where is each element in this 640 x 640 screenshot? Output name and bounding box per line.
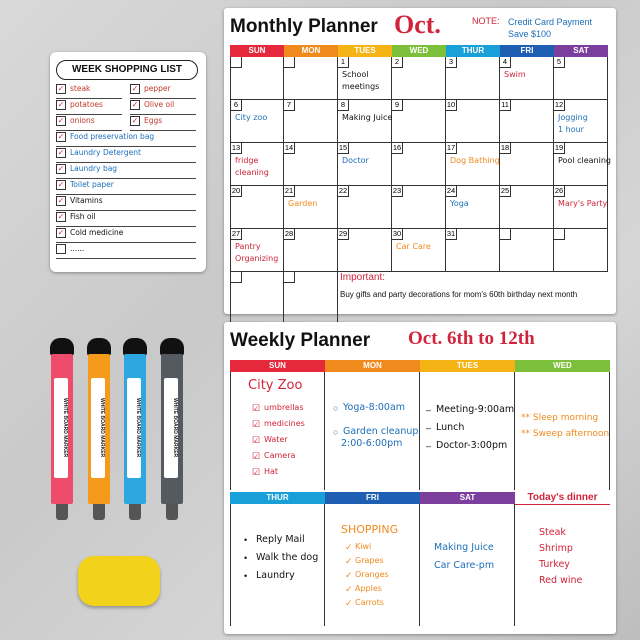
planner-entry: Oranges [355,570,389,579]
planner-entry: Apples [355,584,382,593]
planner-entry: ** Sleep morning [521,413,599,423]
marker-label: WHITE BOARD MARKER [135,398,141,458]
day-number: 11 [500,100,511,111]
calendar-event: Mary's Party [558,199,608,208]
day-number: 19 [554,143,564,152]
whiteboard-marker[interactable] [123,338,147,530]
shopping-list-item [130,114,196,131]
bullet-icon: • [244,535,248,545]
calendar-cell [554,100,608,143]
calendar-event: Doctor [342,156,369,165]
important-text: Buy gifts and party decorations for mom's 60th birthday next month [340,290,578,299]
bullet-icon: ✓ [345,556,353,566]
bullet-icon: ☑ [252,419,261,429]
calendar-cell [338,57,392,100]
day-header: FRI [500,45,554,57]
day-number: 1 [338,57,349,68]
marker-tip [129,504,141,520]
planner-entry: Shrimp [539,543,573,554]
week-range: Oct. 6th to 12th [408,328,535,349]
planner-entry: Water [264,435,288,444]
eraser [78,556,160,606]
day-number: 2 [392,57,403,68]
weekly-title: Weekly Planner [230,330,371,351]
marker-label: WHITE BOARD MARKER [172,398,178,458]
shopping-list-item-label: Vitamins [70,196,103,205]
calendar-cell [500,186,554,229]
checkbox-icon: ✓ [57,132,65,141]
weekly-planner [224,322,616,634]
checkbox-icon: ✓ [57,212,65,221]
whiteboard-marker[interactable] [50,338,74,530]
day-number: 8 [338,100,349,111]
calendar-event: Car Care [396,242,431,251]
calendar-event: Jogging [558,113,588,122]
day-number: 4 [500,57,511,68]
day-number: 26 [554,186,564,195]
dinner-header: Today's dinner [515,492,610,505]
day-number: 21 [284,186,294,195]
shopping-list-item-label: Eggs [144,116,163,125]
shopping-list-title: WEEK SHOPPING LIST [56,60,198,80]
planner-entry: Red wine [539,575,583,586]
day-number: 31 [446,229,456,238]
planner-entry: medicines [264,419,305,428]
calendar-cell [446,100,500,143]
shopping-list-item [130,98,196,115]
day-header: SUN [230,45,284,57]
calendar-event: Making Juice [342,113,393,122]
day-number: 22 [338,186,348,195]
calendar-cell [284,143,338,186]
planner-entry: Grapes [355,556,384,565]
day-number [500,229,511,240]
calendar-cell [392,229,446,272]
shopping-list-item [56,130,196,147]
marker-label: WHITE BOARD MARKER [99,398,105,458]
calendar-cell [554,143,611,186]
day-number: 10 [446,100,456,109]
planner-entry: City Zoo [248,378,303,393]
calendar-cell [284,186,338,229]
calendar-cell [284,272,338,324]
bullet-icon: – [426,441,432,451]
planner-entry: Laundry [256,570,295,581]
shopping-list-item-label: Food preservation bag [70,132,155,141]
planner-entry: Carrots [355,598,384,607]
shopping-list-item [56,114,122,131]
checkbox-icon: ✓ [57,116,65,125]
planner-entry: Turkey [539,559,570,570]
day-number: 14 [284,143,294,152]
important-label: Important: [340,272,386,283]
calendar-event: cleaning [235,168,269,177]
day-header: TUES [338,45,392,57]
calendar-event: Garden [288,199,318,208]
planner-entry: SHOPPING [341,523,399,536]
calendar-cell [500,100,554,143]
bullet-icon: ✓ [345,570,353,580]
planner-entry: Steak [539,527,566,538]
day-number [554,229,565,240]
bullet-icon: – [426,423,432,433]
calendar-event: Pantry [235,242,261,251]
planner-entry: Reply Mail [256,534,305,545]
checkbox-icon: ✓ [131,116,139,125]
monthly-title: Monthly Planner [230,16,378,37]
calendar-cell [338,186,392,229]
bullet-icon: ☑ [252,451,261,461]
marker-tip [56,504,68,520]
calendar-cell [392,186,446,229]
day-header: SAT [420,492,515,504]
day-header: WED [515,360,610,372]
note-label: NOTE: [472,16,500,26]
calendar-cell [446,186,500,229]
calendar-cell [446,143,500,186]
calendar-cell [338,143,392,186]
checkbox-icon: ✓ [57,164,65,173]
shopping-list-item [130,82,196,99]
calendar-cell [446,229,500,272]
bullet-icon: ☑ [252,435,261,445]
day-number: 3 [446,57,457,68]
calendar-cell [230,272,284,324]
calendar-event: Dog Bathing [450,156,500,165]
day-header: THUR [446,45,500,57]
day-header: SUN [230,360,325,372]
calendar-cell [500,229,554,272]
calendar-cell [446,57,500,100]
day-number: 28 [284,229,294,238]
calendar-event: School [342,70,369,79]
note-text: Credit Card Payment Save $100 [508,17,593,39]
bullet-icon: ☑ [252,467,261,477]
calendar-cell [392,57,446,100]
checkbox-icon: ✓ [57,196,65,205]
shopping-list-item-label: Olive oil [144,100,175,109]
calendar-event: meetings [342,82,380,91]
day-header: MON [325,360,420,372]
planner-entry: 2:00-6:00pm [341,438,403,449]
bullet-icon: ✓ [345,584,353,594]
calendar-cell [284,229,338,272]
shopping-list-item-label: steak [70,84,91,93]
shopping-list-item [56,162,196,179]
shopping-list-item [56,178,196,195]
calendar-event: Swim [504,70,526,79]
calendar-cell [230,100,284,143]
day-number: 12 [554,100,564,109]
checkbox-icon: ✓ [57,228,65,237]
calendar-cell [230,143,284,186]
day-column [230,504,325,626]
shopping-list-item [56,226,196,243]
bullet-icon: ○ [333,427,339,437]
planner-entry: Doctor-3:00pm [436,440,508,451]
day-column [420,372,515,490]
shopping-list-item [56,242,196,259]
calendar-cell [554,186,608,229]
planner-entry: ** Sweep afternoon [521,429,610,439]
day-number [231,272,242,283]
shopping-list-item [56,82,122,99]
calendar-event: 1 hour [558,125,584,134]
planner-entry: Lunch [436,422,465,433]
planner-entry: Making Juice [434,542,494,553]
day-number: 17 [446,143,456,152]
shopping-list-item-label: ...... [70,244,85,253]
day-number: 20 [231,186,241,195]
shopping-list-item [56,146,196,163]
day-number: 24 [446,186,456,195]
checkbox-icon [56,244,66,254]
day-number: 23 [392,186,402,195]
calendar-cell [500,57,554,100]
day-header: TUES [420,360,515,372]
day-header: FRI [325,492,420,504]
marker-label: WHITE BOARD MARKER [62,398,68,458]
bullet-icon: ✓ [345,598,353,608]
planner-entry: Yoga-8:00am [343,402,406,413]
day-header: THUR [230,492,325,504]
bullet-icon: – [426,405,432,415]
calendar-event: Pool cleaning [558,156,611,165]
checkbox-icon: ✓ [57,148,65,157]
calendar-cell [392,100,446,143]
checkbox-icon: ✓ [57,100,65,109]
bullet-icon: ✓ [345,542,353,552]
shopping-list-item [56,194,196,211]
planner-entry: Camera [264,451,296,460]
calendar-cell [230,57,284,100]
day-number: 25 [500,186,510,195]
shopping-list-item [56,98,122,115]
calendar-cell [230,186,284,229]
whiteboard-marker[interactable] [87,338,111,530]
shopping-list-item-label: Fish oil [70,212,96,221]
calendar-cell [284,100,338,143]
whiteboard-marker[interactable] [160,338,184,530]
calendar-cell [554,57,608,100]
calendar-cell [338,229,392,272]
calendar-cell [230,229,284,272]
month-name: Oct. [394,10,441,39]
shopping-list-item-label: potatoes [70,100,103,109]
calendar-event: Yoga [450,199,469,208]
bullet-icon: ○ [333,403,339,413]
planner-entry: umbrellas [264,403,304,412]
bullet-icon: • [244,553,248,563]
bullet-icon: ☑ [252,403,261,413]
calendar-cell [554,229,608,272]
planner-entry: Walk the dog [256,552,319,563]
checkbox-icon: ✓ [131,84,139,93]
day-number [284,272,295,283]
day-number: 16 [392,143,402,152]
day-number: 5 [554,57,565,68]
monthly-planner [224,8,616,314]
shopping-list-item-label: pepper [144,84,171,93]
day-number: 15 [338,143,348,152]
day-number: 27 [231,229,241,238]
shopping-list-item-label: Cold medicine [70,228,124,237]
shopping-list-item [56,210,196,227]
planner-entry: Car Care-pm [434,560,495,571]
planner-entry: Garden cleanup [343,426,419,437]
day-number: 6 [231,100,242,111]
calendar-cell [338,100,392,143]
calendar-event: City zoo [235,113,268,122]
checkbox-icon: ✓ [131,100,139,109]
day-number: 29 [338,229,348,238]
planner-entry: Kiwi [355,542,372,551]
calendar-cell [392,143,446,186]
day-number: 7 [284,100,295,111]
planner-entry: Hat [264,467,279,476]
day-number: 13 [231,143,241,152]
planner-entry: Meeting-9:00am [436,404,515,415]
day-number: 30 [392,229,402,238]
day-number: 18 [500,143,510,152]
calendar-cell [284,57,338,100]
day-number: 9 [392,100,403,111]
shopping-list-item-label: Laundry bag [70,164,118,173]
day-number [284,57,295,68]
day-number [231,57,242,68]
day-header: WED [392,45,446,57]
marker-tip [93,504,105,520]
calendar-cell [500,143,554,186]
shopping-list-item-label: onions [70,116,95,125]
checkbox-icon: ✓ [57,84,65,93]
checkbox-icon: ✓ [57,180,65,189]
day-header: MON [284,45,338,57]
day-header: SAT [554,45,608,57]
shopping-list-board [50,52,206,272]
shopping-list-item-label: Toilet paper [70,180,114,189]
marker-tip [166,504,178,520]
bullet-icon: • [244,571,248,581]
shopping-list-item-label: Laundry Detergent [70,148,141,157]
calendar-event: fridge [235,156,259,165]
calendar-event: Organizing [235,254,279,263]
